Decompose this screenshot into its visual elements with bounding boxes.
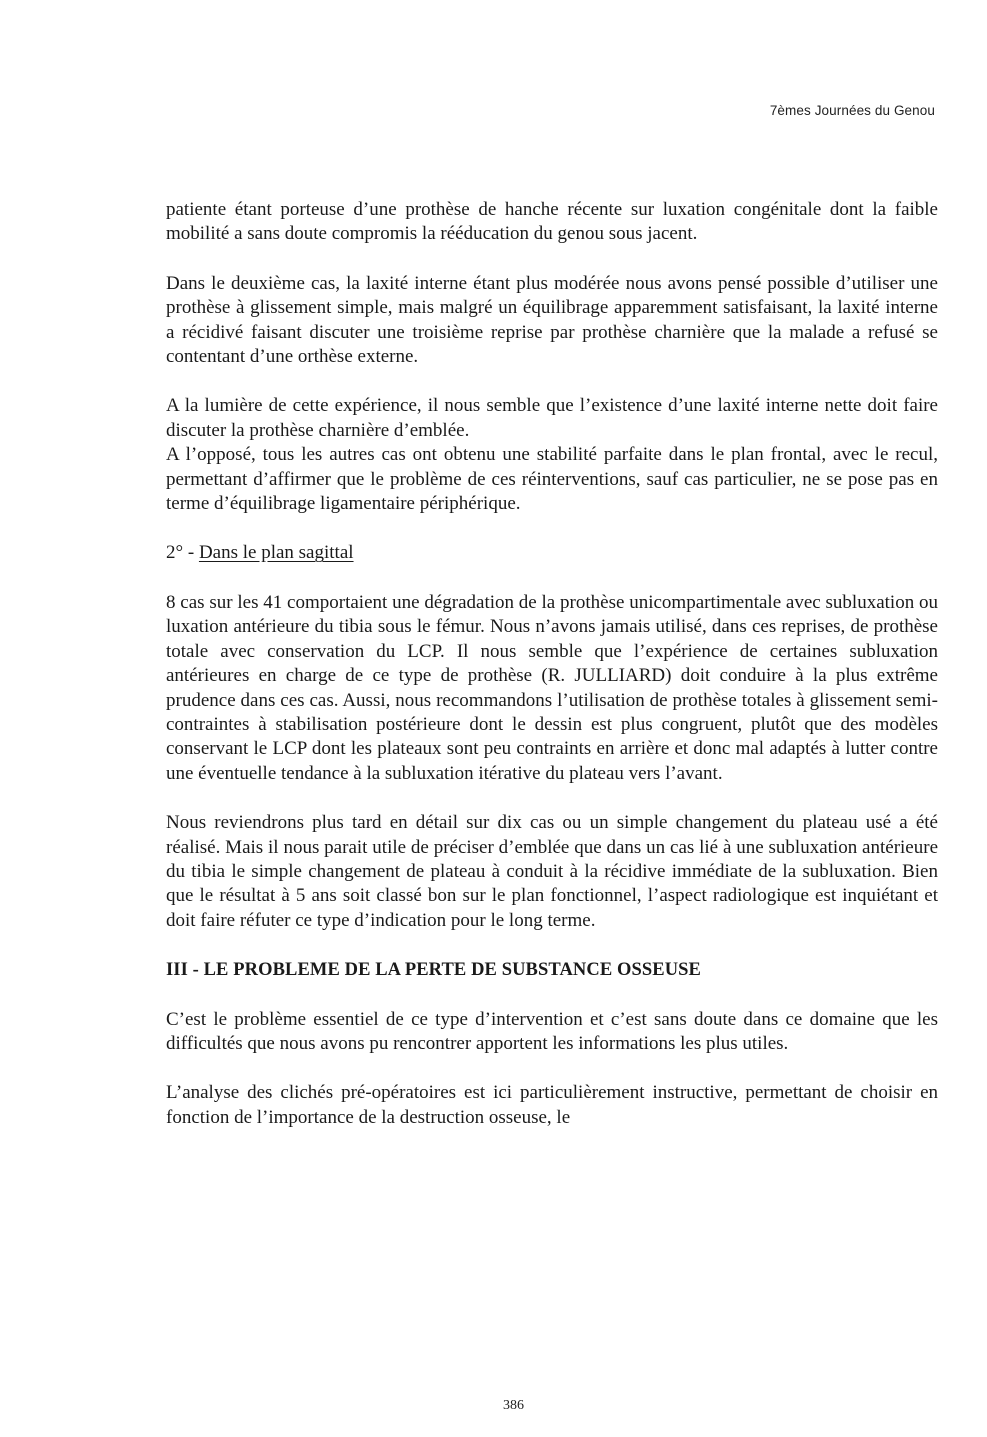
- paragraph-essential-problem: C’est le problème essentiel de ce type d’intervention et c’est sans doute dans ce domaine que les difficultés que nous avons pu rencontrer apportent les informations les plus utiles.: [166, 1008, 938, 1054]
- article-body: [166, 198, 938, 1130]
- subheading-number: 2° -: [166, 542, 199, 564]
- paragraph-second-case: Dans le deuxième cas, la laxité interne étant plus modérée nous avons pensé possible d’utiliser une prothèse à glissement simple, mais malgré un équilibrage apparemment satisfaisant, la laxité interne a récidivé faisant discuter une troisième reprise par prothèse charnière que la malade a refusé se contentant d’une orthèse externe.: [166, 272, 938, 368]
- paragraph-continued: patiente étant porteuse d’une prothèse de hanche récente sur luxation congénitale dont la faible mobilité a sans doute compromis la rééducation du genou sous jacent.: [166, 199, 938, 245]
- paragraph-eight-cases: 8 cas sur les 41 comportaient une dégradation de la prothèse unicompartimentale avec subluxation ou luxation antérieure du tibia sous le fémur. Nous n’avons jamais utilisé, dans ces reprises, de prothèse totale avec conservation du LCP. Il nous semble que l’expérience de certaines subluxation antérieures en charge de ce type de prothèse (R. JULLIARD) doit conduire à la plus extrême prudence dans ces cas. Aussi, nous recommandons l’utilisation de prothèse totales à glissement semi-contraintes à stabilisation postérieure dont le dessin est plus congruent, plutôt que des modèles conservant le LCP dont les plateaux sont peu contraints en arrière et donc mal adaptés à lutter contre une éventuelle tendance à la subluxation itérative du plateau vers l’avant.: [166, 591, 938, 784]
- paragraph-experience: A la lumière de cette expérience, il nous semble que l’existence d’une laxité interne nette doit faire discuter la prothèse charnière d’emblée.: [166, 395, 938, 441]
- paragraph-ten-cases: Nous reviendrons plus tard en détail sur dix cas ou un simple changement du plateau usé a été réalisé. Mais il nous parait utile de préciser d’emblée que dans un cas lié à une subluxation antérieure du tibia le simple changement de plateau à conduit à la récidive immédiate de la subluxation. Bien que le résultat à 5 ans soit classé bon sur le plan fonctionnel, l’aspect radiologique est inquiétant et doit faire réfuter ce type d’indication pour le long terme.: [166, 812, 938, 931]
- page-number: 386: [503, 1398, 524, 1413]
- paragraph-opposite: A l’opposé, tous les autres cas ont obtenu une stabilité parfaite dans le plan frontal, avec le recul, permettant d’affirmer que le problème de ces réinterventions, sauf cas particulier, ne se pose pas en terme d’équilibrage ligamentaire périphérique.: [166, 444, 938, 515]
- section-title: III - LE PROBLEME DE LA PERTE DE SUBSTANCE OSSEUSE: [166, 960, 701, 981]
- subheading-sagittal-plane: [166, 541, 938, 565]
- paragraph-analysis: L’analyse des clichés pré-opératoires est ici particulièrement instructive, permettant de choisir en fonction de l’importance de la destruction osseuse, le: [166, 1082, 938, 1128]
- subheading-text: Dans le plan sagittal: [198, 542, 354, 564]
- running-header: 7èmes Journées du Genou: [769, 103, 935, 118]
